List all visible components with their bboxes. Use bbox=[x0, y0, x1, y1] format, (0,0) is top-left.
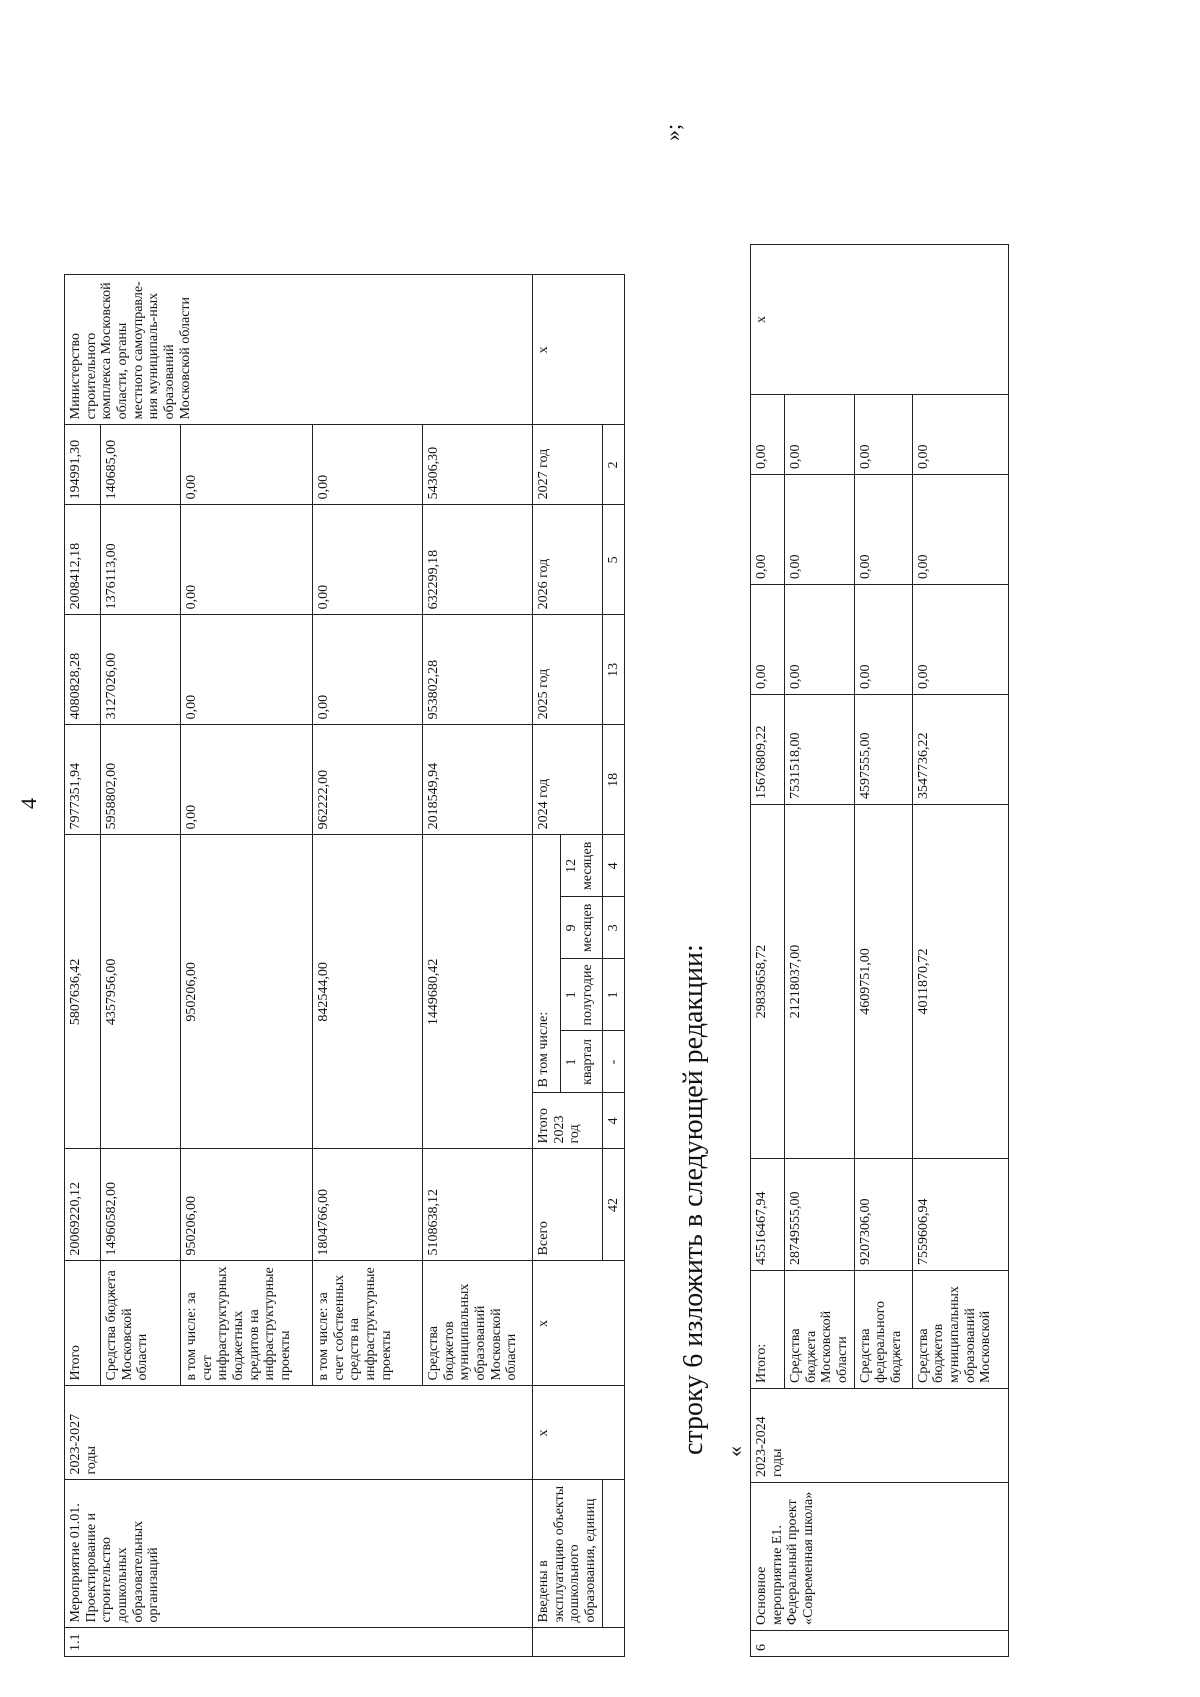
executor: х bbox=[751, 245, 1009, 395]
bottom-table bbox=[750, 244, 1009, 1657]
indicator-x: х bbox=[533, 1386, 625, 1480]
indicator-name-spacer bbox=[602, 1480, 625, 1628]
indicator-x: х bbox=[533, 275, 625, 425]
amendment-heading: строку 6 изложить в следующей редакции: bbox=[678, 944, 709, 1455]
indicator-header-h1: 1 полугодие bbox=[561, 959, 603, 1031]
value-2024: 4597555,00 bbox=[854, 695, 912, 805]
value-total: 45516467,94 bbox=[751, 1159, 785, 1271]
value-2025: 0,00 bbox=[854, 585, 912, 695]
value-2027: 0,00 bbox=[854, 395, 912, 475]
value-2026: 1376113,00 bbox=[101, 505, 181, 615]
value-2027: 0,00 bbox=[313, 425, 423, 505]
value-total: 1804766,00 bbox=[313, 1149, 423, 1261]
value-2024: 15676809,22 bbox=[751, 695, 785, 805]
funding-source: Средства бюджетов муниципальных образований Московской bbox=[912, 1271, 1008, 1389]
funding-source: Средства федерального бюджета bbox=[854, 1271, 912, 1389]
indicator-value-2027: 2 bbox=[602, 425, 625, 505]
value-2024: 3547736,22 bbox=[912, 695, 1008, 805]
value-2027: 0,00 bbox=[751, 395, 785, 475]
funding-source: в том числе: за счет инфраструктурных бюджетных кредитов на инфраструктурные проекты bbox=[181, 1261, 313, 1386]
funding-source: в том числе: за счет собственных средств на инфраструктурные проекты bbox=[313, 1261, 423, 1386]
value-2025: 953802,28 bbox=[423, 615, 533, 725]
indicator-header-2026: 2026 год bbox=[533, 505, 603, 615]
indicator-value-total: 42 bbox=[602, 1149, 625, 1261]
indicator-value-q1: - bbox=[602, 1031, 625, 1093]
activity-name: Основное мероприятие Е1. Федеральный проект «Современная школа» bbox=[751, 1483, 1009, 1631]
value-total: 20069220,12 bbox=[65, 1149, 101, 1261]
value-total: 5108638,12 bbox=[423, 1149, 533, 1261]
value-total: 28749555,00 bbox=[785, 1159, 855, 1271]
indicator-header-q1: 1 квартал bbox=[561, 1031, 603, 1093]
period: 2023-2027 годы bbox=[65, 1386, 533, 1480]
value-2026: 2008412,18 bbox=[65, 505, 101, 615]
indicator-value-2023: 4 bbox=[602, 1093, 625, 1149]
table-row bbox=[65, 275, 101, 1657]
value-2024: 2018549,94 bbox=[423, 725, 533, 835]
value-2025: 0,00 bbox=[313, 615, 423, 725]
value-2027: 194991,30 bbox=[65, 425, 101, 505]
value-2024: 7977351,94 bbox=[65, 725, 101, 835]
value-2025: 3127026,00 bbox=[101, 615, 181, 725]
value-2023: 4609751,00 bbox=[854, 805, 912, 1159]
funding-source: Итого bbox=[65, 1261, 101, 1386]
executor: Министерство строительного комплекса Московской области, органы местного самоуправле-ния муниципаль-ных образований Московской области bbox=[65, 275, 533, 425]
value-2027: 54306,30 bbox=[423, 425, 533, 505]
value-2024: 962222,00 bbox=[313, 725, 423, 835]
page-number: 4 bbox=[16, 798, 41, 809]
value-2023: 4357956,00 bbox=[101, 835, 181, 1149]
value-2026: 0,00 bbox=[751, 475, 785, 585]
indicator-value-9m: 3 bbox=[602, 897, 625, 959]
value-2025: 0,00 bbox=[912, 585, 1008, 695]
value-2026: 0,00 bbox=[181, 505, 313, 615]
funding-source: Средства бюджетов муниципальных образований Московской области bbox=[423, 1261, 533, 1386]
value-2024: 0,00 bbox=[181, 725, 313, 835]
indicator-value-h1: 1 bbox=[602, 959, 625, 1031]
value-2023: 29839658,72 bbox=[751, 805, 785, 1159]
value-2023: 21218037,00 bbox=[785, 805, 855, 1159]
value-2027: 0,00 bbox=[912, 395, 1008, 475]
table-row bbox=[533, 275, 561, 1657]
indicator-header-incl: В том числе: bbox=[533, 835, 561, 1093]
top-table bbox=[64, 274, 625, 1657]
value-2026: 0,00 bbox=[854, 475, 912, 585]
table-row bbox=[751, 245, 785, 1657]
indicator-value-2024: 18 bbox=[602, 725, 625, 835]
activity-name: Мероприятие 01.01. Проектирование и строительство дошкольных образовательных организаций bbox=[65, 1480, 533, 1628]
opening-quote: « bbox=[722, 1446, 747, 1457]
indicator-header-2023: Итого 2023 год bbox=[533, 1093, 603, 1149]
indicator-value-2025: 13 bbox=[602, 615, 625, 725]
indicator-header-12m: 12 месяцев bbox=[561, 835, 603, 897]
value-total: 9207306,00 bbox=[854, 1159, 912, 1271]
value-2023: 842544,00 bbox=[313, 835, 423, 1149]
value-2027: 140685,00 bbox=[101, 425, 181, 505]
value-2024: 7531518,00 bbox=[785, 695, 855, 805]
value-2024: 5958802,00 bbox=[101, 725, 181, 835]
value-2027: 0,00 bbox=[785, 395, 855, 475]
funding-source: Средства бюджета Московской области bbox=[785, 1271, 855, 1389]
value-2025: 0,00 bbox=[751, 585, 785, 695]
value-2025: 0,00 bbox=[785, 585, 855, 695]
closing-quote: »; bbox=[660, 123, 685, 141]
value-2023: 4011870,72 bbox=[912, 805, 1008, 1159]
value-2026: 0,00 bbox=[785, 475, 855, 585]
funding-source: Итого: bbox=[751, 1271, 785, 1389]
indicator-header-9m: 9 месяцев bbox=[561, 897, 603, 959]
row-number: 6 bbox=[751, 1631, 1009, 1657]
value-2023: 1449680,42 bbox=[423, 835, 533, 1149]
row-number: 1.1 bbox=[65, 1628, 533, 1657]
indicator-value-2026: 5 bbox=[602, 505, 625, 615]
value-2027: 0,00 bbox=[181, 425, 313, 505]
indicator-header-2025: 2025 год bbox=[533, 615, 603, 725]
value-2025: 0,00 bbox=[181, 615, 313, 725]
value-2023: 5807636,42 bbox=[65, 835, 101, 1149]
indicator-value-12m: 4 bbox=[602, 835, 625, 897]
value-total: 950206,00 bbox=[181, 1149, 313, 1261]
indicator-header-2024: 2024 год bbox=[533, 725, 603, 835]
period: 2023-2024 годы bbox=[751, 1389, 1009, 1483]
value-total: 14960582,00 bbox=[101, 1149, 181, 1261]
value-2026: 0,00 bbox=[313, 505, 423, 615]
value-2025: 4080828,28 bbox=[65, 615, 101, 725]
indicator-spacer bbox=[533, 1628, 625, 1657]
indicator-header-total: Всего bbox=[533, 1149, 603, 1261]
indicator-x: х bbox=[533, 1261, 625, 1386]
indicator-header-2027: 2027 год bbox=[533, 425, 603, 505]
value-2026: 0,00 bbox=[912, 475, 1008, 585]
value-2023: 950206,00 bbox=[181, 835, 313, 1149]
value-2026: 632299,18 bbox=[423, 505, 533, 615]
value-total: 7559606,94 bbox=[912, 1159, 1008, 1271]
indicator-name: Введены в эксплуатацию объекты дошкольного образования, единиц bbox=[533, 1480, 603, 1628]
funding-source: Средства бюджета Московской области bbox=[101, 1261, 181, 1386]
